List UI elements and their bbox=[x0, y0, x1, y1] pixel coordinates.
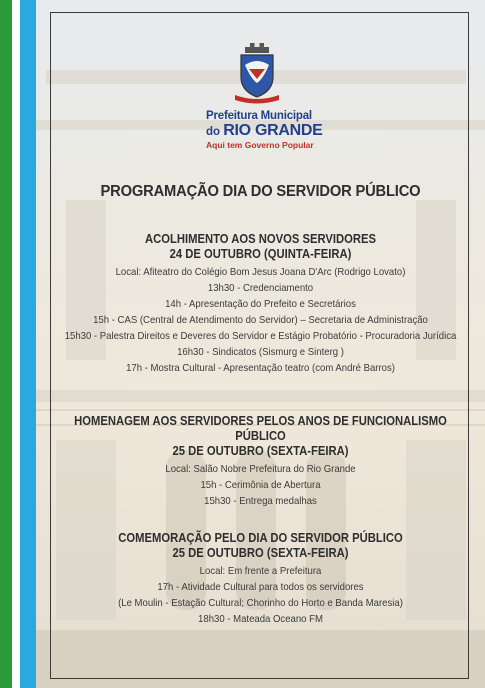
schedule-item: 17h - Mostra Cultural - Apresentação teatro (com André Barros) bbox=[126, 363, 395, 374]
schedule-item: Local: Afiteatro do Colégio Bom Jesus Joana D'Arc (Rodrigo Lovato) bbox=[115, 267, 406, 278]
section-heading: COMEMORAÇÃO PELO DIA DO SERVIDOR PÚBLICO bbox=[118, 531, 403, 545]
left-stripe-green bbox=[0, 0, 12, 688]
schedule-item: (Le Moulin - Estação Cultural; Chorinho do Horto e Banda Maresia) bbox=[118, 598, 403, 609]
schedule-item: 18h30 - Mateada Oceano FM bbox=[198, 614, 323, 625]
page-title: PROGRAMAÇÃO DIA DO SERVIDOR PÚBLICO bbox=[100, 183, 421, 200]
brand-line1: Prefeitura Municipal bbox=[206, 110, 312, 122]
left-stripe-blue bbox=[20, 0, 36, 688]
section-comemoracao bbox=[36, 531, 485, 628]
section-acolhimento bbox=[36, 232, 485, 377]
section-homenagem bbox=[36, 414, 485, 510]
schedule-item: Local: Em frente a Prefeitura bbox=[199, 566, 322, 577]
schedule-item: 15h30 - Palestra Direitos e Deveres do Servidor e Estágio Probatório - Procuradoria Jurídica bbox=[64, 331, 457, 342]
schedule-item: 17h - Atividade Cultural para todos os servidores bbox=[157, 582, 364, 593]
section-date: 25 DE OUTUBRO (SEXTA-FEIRA) bbox=[172, 444, 349, 458]
brand-city-name: RIO GRANDE bbox=[223, 122, 323, 139]
section-date: 25 DE OUTUBRO (SEXTA-FEIRA) bbox=[172, 546, 349, 560]
schedule-item: 15h30 - Entrega medalhas bbox=[204, 496, 317, 507]
brand-slogan: Aqui tem Governo Popular bbox=[206, 140, 314, 150]
section-heading: ACOLHIMENTO AOS NOVOS SERVIDORES bbox=[144, 232, 377, 246]
brand-line2 bbox=[206, 123, 356, 140]
coat-of-arms-icon bbox=[233, 43, 281, 105]
left-stripe-white bbox=[12, 0, 20, 688]
brand-line2-prefix: do bbox=[206, 126, 221, 138]
schedule-item: 16h30 - Sindicatos (Sismurg e Sinterg ) bbox=[177, 347, 344, 358]
schedule-item: 15h - Cerimônia de Abertura bbox=[200, 480, 321, 491]
section-heading: HOMENAGEM AOS SERVIDORES PELOS ANOS DE FUNCIONALISMO PÚBLICO bbox=[74, 414, 447, 443]
section-date: 24 DE OUTUBRO (QUINTA-FEIRA) bbox=[169, 247, 352, 261]
schedule-item: 14h - Apresentação do Prefeito e Secretários bbox=[165, 299, 356, 310]
schedule-item: 13h30 - Credenciamento bbox=[207, 283, 314, 294]
schedule-item: Local: Salão Nobre Prefeitura do Rio Grande bbox=[165, 464, 356, 475]
brand-logo bbox=[206, 110, 356, 151]
schedule-item: 15h - CAS (Central de Atendimento do Servidor) – Secretaria de Administração bbox=[93, 315, 428, 326]
